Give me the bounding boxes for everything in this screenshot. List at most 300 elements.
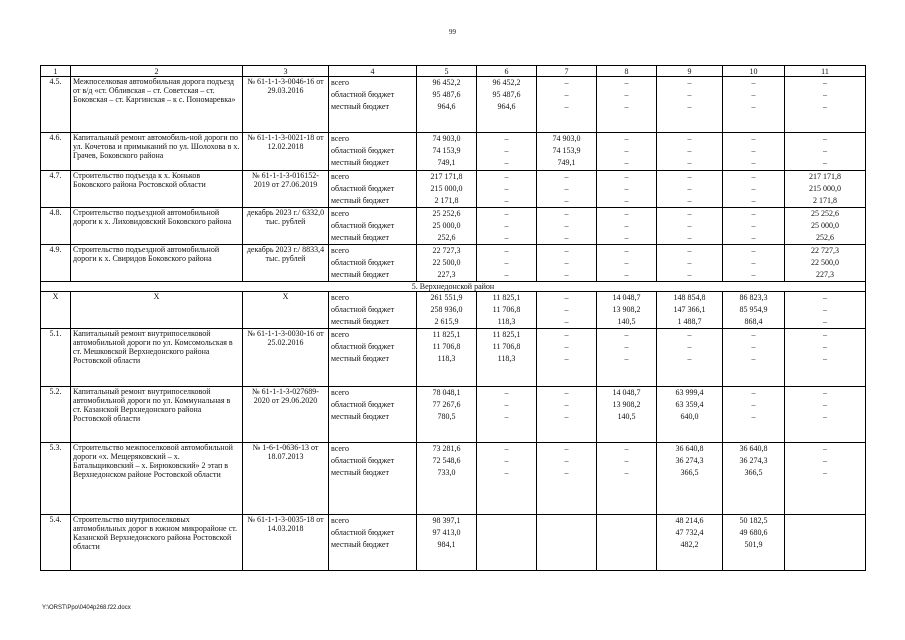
- amount-value: –: [564, 305, 569, 314]
- amount-value: –: [823, 444, 827, 453]
- amount-value: 749,1: [557, 158, 576, 167]
- amount-value: –: [687, 258, 692, 267]
- funding-label: областной бюджет: [331, 456, 395, 465]
- column-header-2: 2: [71, 66, 243, 77]
- project-row: [41, 443, 866, 515]
- amount-value: –: [751, 196, 756, 205]
- amount-value: –: [751, 221, 756, 230]
- amount-value: –: [823, 305, 827, 314]
- column-header-1: 1: [41, 66, 71, 77]
- funding-source: [329, 77, 417, 133]
- amount-value: –: [624, 134, 629, 143]
- amount-cell: [785, 292, 866, 329]
- project-row: [41, 208, 866, 245]
- amount-value: –: [504, 134, 509, 143]
- amount-value: 11 825,1: [432, 330, 461, 339]
- funding-label: местный бюджет: [331, 468, 389, 477]
- header-row: [41, 66, 866, 77]
- amount-value: –: [504, 233, 509, 242]
- funding-label: всего: [331, 246, 350, 255]
- amount-cell: [785, 77, 866, 133]
- project-row: [41, 171, 866, 208]
- amount-value: 36 274,3: [739, 456, 768, 465]
- funding-label: всего: [331, 388, 350, 397]
- amount-cell: [597, 77, 657, 133]
- amount-value: 22 727,3: [811, 246, 839, 255]
- project-name: Капитальный ремонт внутрипоселковой автомобильной дороги по ул. Комсомольская в ст. Мешковской Верхнедонского района Ростовской области: [71, 329, 243, 387]
- amount-cell: [537, 77, 597, 133]
- amount-value: –: [687, 233, 692, 242]
- amount-value: –: [624, 342, 629, 351]
- amount-value: 73 281,6: [432, 444, 461, 453]
- amount-value: –: [687, 221, 692, 230]
- amount-cell: [657, 208, 723, 245]
- amount-value: –: [624, 172, 629, 181]
- amount-value: –: [751, 412, 756, 421]
- amount-value: –: [564, 468, 569, 477]
- amount-value: –: [624, 270, 629, 279]
- amount-cell: [417, 329, 477, 387]
- project-name: Строительство внутрипоселковых автомобильных дорог в южном микрорайоне ст. Казанской Верхнедонского района Ростовской области: [71, 515, 243, 571]
- amount-value: –: [823, 456, 827, 465]
- row-number: 5.3.: [41, 443, 71, 515]
- amount-value: 25 252,6: [432, 209, 461, 218]
- amount-value: –: [751, 102, 756, 111]
- amount-value: –: [687, 172, 692, 181]
- amount-cell: [537, 133, 597, 171]
- amount-cell: [657, 515, 723, 571]
- amount-value: 78 048,1: [432, 388, 461, 397]
- amount-value: –: [687, 342, 692, 351]
- amount-value: –: [751, 330, 756, 339]
- amount-value: –: [823, 102, 827, 111]
- amount-value: –: [624, 146, 629, 155]
- amount-cell: [657, 77, 723, 133]
- amount-cell: [477, 515, 537, 571]
- amount-value: 2 171,8: [434, 196, 459, 205]
- amount-value: –: [624, 468, 629, 477]
- amount-cell: [477, 171, 537, 208]
- amount-cell: [723, 329, 785, 387]
- amount-value: 36 640,8: [675, 444, 704, 453]
- funding-label: местный бюджет: [331, 102, 389, 111]
- amount-cell: [537, 208, 597, 245]
- amount-value: –: [751, 233, 756, 242]
- funding-label: областной бюджет: [331, 221, 395, 230]
- amount-cell: [723, 133, 785, 171]
- amount-value: –: [504, 444, 509, 453]
- funding-label: областной бюджет: [331, 528, 395, 537]
- amount-value: –: [687, 78, 692, 87]
- column-header-7: 7: [537, 66, 597, 77]
- funding-label: местный бюджет: [331, 270, 389, 279]
- amount-value: –: [751, 172, 756, 181]
- amount-cell: [723, 77, 785, 133]
- amount-value: [787, 515, 863, 527]
- amount-value: –: [564, 209, 569, 218]
- document-ref: № 61-1-1-3-0046-16 от 29.03.2016: [243, 77, 329, 133]
- amount-value: 984,1: [437, 540, 456, 549]
- funding-label: областной бюджет: [331, 305, 395, 314]
- amount-value: [479, 527, 534, 539]
- amount-value: 482,2: [680, 540, 699, 549]
- amount-cell: [723, 208, 785, 245]
- amount-value: –: [687, 270, 692, 279]
- amount-value: –: [751, 246, 756, 255]
- project-row: [41, 387, 866, 443]
- amount-cell: [537, 443, 597, 515]
- amount-cell: [537, 292, 597, 329]
- amount-value: –: [624, 196, 629, 205]
- row-number: 4.5.: [41, 77, 71, 133]
- amount-value: 25 252,6: [811, 209, 839, 218]
- amount-value: 77 267,6: [432, 400, 461, 409]
- amount-value: 366,5: [744, 468, 763, 477]
- amount-cell: [537, 515, 597, 571]
- amount-value: 1 488,7: [677, 317, 702, 326]
- amount-value: –: [564, 233, 569, 242]
- document-ref: № 61-1-1-3-016152-2019 от 27.06.2019: [243, 171, 329, 208]
- amount-value: –: [564, 342, 569, 351]
- amount-value: –: [504, 196, 509, 205]
- amount-cell: [657, 387, 723, 443]
- amount-value: [539, 515, 594, 527]
- amount-value: 11 825,1: [492, 330, 521, 339]
- amount-cell: [597, 133, 657, 171]
- amount-cell: [597, 171, 657, 208]
- amount-value: –: [624, 456, 629, 465]
- amount-value: –: [751, 90, 756, 99]
- amount-value: 48 214,6: [675, 516, 704, 525]
- amount-cell: [785, 245, 866, 282]
- amount-value: –: [564, 172, 569, 181]
- amount-cell: [417, 133, 477, 171]
- amount-value: 215 000,0: [430, 184, 463, 193]
- amount-value: –: [564, 102, 569, 111]
- amount-value: –: [751, 270, 756, 279]
- amount-value: –: [751, 78, 756, 87]
- amount-value: [539, 539, 594, 551]
- amount-cell: [477, 292, 537, 329]
- amount-value: 97 413,0: [432, 528, 461, 537]
- funding-label: местный бюджет: [331, 354, 389, 363]
- project-name: Строительство подъездной автомобильной дороги к х. Лиховидовский Боковского района: [71, 208, 243, 245]
- amount-value: 47 732,4: [675, 528, 704, 537]
- amount-value: 11 825,1: [492, 293, 521, 302]
- document-ref: декабрь 2023 г./ 6332,0 тыс. рублей: [243, 208, 329, 245]
- amount-value: 118,3: [437, 354, 456, 363]
- amount-value: 86 823,3: [739, 293, 768, 302]
- amount-value: 261 551,9: [430, 293, 463, 302]
- amount-value: –: [624, 354, 629, 363]
- funding-source: [329, 387, 417, 443]
- amount-value: –: [751, 158, 756, 167]
- amount-value: 96 452,2: [432, 78, 461, 87]
- amount-value: –: [504, 468, 509, 477]
- amount-value: 217 171,8: [809, 172, 841, 181]
- amount-value: –: [823, 330, 827, 339]
- amount-cell: [417, 515, 477, 571]
- amount-value: –: [823, 78, 827, 87]
- amount-value: –: [564, 258, 569, 267]
- amount-value: –: [823, 388, 827, 397]
- amount-value: –: [751, 342, 756, 351]
- row-number: 4.8.: [41, 208, 71, 245]
- amount-cell: [477, 77, 537, 133]
- amount-value: –: [687, 209, 692, 218]
- amount-value: –: [504, 388, 509, 397]
- amount-cell: [657, 329, 723, 387]
- column-header-3: 3: [243, 66, 329, 77]
- funding-label: местный бюджет: [331, 317, 389, 326]
- amount-cell: [597, 387, 657, 443]
- amount-value: –: [823, 317, 827, 326]
- amount-value: –: [751, 209, 756, 218]
- amount-cell: [417, 171, 477, 208]
- amount-value: 118,3: [497, 354, 516, 363]
- amount-value: –: [504, 412, 509, 421]
- amount-value: –: [624, 444, 629, 453]
- amount-value: 868,4: [744, 317, 763, 326]
- amount-value: –: [751, 388, 756, 397]
- project-row: [41, 77, 866, 133]
- amount-cell: [657, 245, 723, 282]
- amount-value: –: [504, 270, 509, 279]
- row-number: Х: [41, 292, 71, 329]
- budget-table: [40, 65, 866, 571]
- amount-value: 74 903,0: [432, 134, 461, 143]
- amount-cell: [723, 443, 785, 515]
- funding-source: [329, 171, 417, 208]
- amount-value: [599, 539, 654, 551]
- funding-label: всего: [331, 330, 350, 339]
- amount-value: [479, 539, 534, 551]
- amount-cell: [417, 208, 477, 245]
- amount-value: –: [564, 456, 569, 465]
- row-number: 4.6.: [41, 133, 71, 171]
- amount-value: –: [564, 412, 569, 421]
- amount-value: –: [823, 468, 827, 477]
- document-ref: № 61-1-1-3-027689-2020 от 29.06.2020: [243, 387, 329, 443]
- project-row: [41, 329, 866, 387]
- amount-value: [787, 527, 863, 539]
- amount-cell: [417, 387, 477, 443]
- amount-value: 36 274,3: [675, 456, 704, 465]
- funding-label: местный бюджет: [331, 540, 389, 549]
- project-row: [41, 515, 866, 571]
- funding-source: [329, 329, 417, 387]
- funding-label: областной бюджет: [331, 184, 395, 193]
- column-header-8: 8: [597, 66, 657, 77]
- amount-value: –: [751, 146, 756, 155]
- funding-label: всего: [331, 516, 350, 525]
- amount-value: 63 999,4: [675, 388, 704, 397]
- amount-value: –: [823, 293, 827, 302]
- row-number: 5.4.: [41, 515, 71, 571]
- amount-value: –: [564, 400, 569, 409]
- amount-cell: [657, 133, 723, 171]
- project-name: Строительство межпоселковой автомобильной дороги «х. Мещеряковский – х. Батальщиковский – х. Бирюковский» 2 этап в Верхнедонском районе Ростовской области: [71, 443, 243, 515]
- amount-value: –: [564, 293, 569, 302]
- funding-source: [329, 515, 417, 571]
- amount-value: [479, 515, 534, 527]
- amount-value: 227,3: [816, 270, 834, 279]
- project-name: Капитальный ремонт внутрипоселковой автомобильной дороги по ул. Коммунальная в ст. Казанской Верхнедонского района Ростовской области: [71, 387, 243, 443]
- amount-cell: [723, 245, 785, 282]
- funding-label: областной бюджет: [331, 342, 395, 351]
- project-name: Межпоселковая автомобильная дорога подъезд от в/д «ст. Обливская – ст. Советская – ст. Боковская – ст. Каргинская – к с. Пономаревка»: [71, 77, 243, 133]
- amount-value: –: [624, 90, 629, 99]
- amount-value: 95 487,6: [432, 90, 461, 99]
- funding-label: всего: [331, 134, 350, 143]
- project-name: Х: [71, 292, 243, 329]
- funding-label: всего: [331, 293, 350, 302]
- row-number: 5.2.: [41, 387, 71, 443]
- amount-cell: [785, 387, 866, 443]
- amount-value: –: [624, 246, 629, 255]
- amount-value: 50 182,5: [739, 516, 768, 525]
- amount-value: –: [504, 158, 509, 167]
- amount-value: –: [687, 196, 692, 205]
- amount-value: 964,6: [437, 102, 456, 111]
- amount-value: –: [504, 456, 509, 465]
- amount-cell: [417, 292, 477, 329]
- amount-value: –: [564, 330, 569, 339]
- amount-value: –: [751, 184, 756, 193]
- amount-value: 74 153,9: [552, 146, 581, 155]
- amount-cell: [597, 515, 657, 571]
- amount-value: –: [687, 330, 692, 339]
- document-ref: Х: [243, 292, 329, 329]
- amount-cell: [723, 171, 785, 208]
- amount-value: 85 954,9: [739, 305, 768, 314]
- amount-value: –: [624, 209, 629, 218]
- amount-value: [599, 527, 654, 539]
- funding-source: [329, 208, 417, 245]
- amount-value: 13 908,2: [612, 305, 641, 314]
- amount-cell: [785, 171, 866, 208]
- project-row: [41, 133, 866, 171]
- amount-value: 13 908,2: [612, 400, 641, 409]
- document-ref: № 61-1-1-3-0021-18 от 12.02.2018: [243, 133, 329, 171]
- footer-path: Y:\ORST\Ppo\0404p268.f22.docx: [42, 605, 131, 611]
- row-number: 4.7.: [41, 171, 71, 208]
- funding-label: всего: [331, 209, 350, 218]
- column-header-10: 10: [723, 66, 785, 77]
- amount-value: 72 548,6: [432, 456, 461, 465]
- funding-label: областной бюджет: [331, 400, 395, 409]
- section-row: [41, 282, 866, 292]
- amount-value: –: [624, 78, 629, 87]
- amount-value: –: [687, 90, 692, 99]
- amount-cell: [417, 245, 477, 282]
- project-name: Капитальный ремонт автомобиль-ной дороги по ул. Кочетова и примыканий по ул. Шолохова в х. Грачев, Боковского района: [71, 133, 243, 171]
- funding-source: [329, 292, 417, 329]
- amount-value: –: [823, 400, 827, 409]
- amount-value: 147 366,1: [673, 305, 706, 314]
- amount-value: –: [751, 400, 756, 409]
- amount-value: [787, 539, 863, 551]
- amount-value: –: [751, 134, 756, 143]
- amount-value: 366,5: [680, 468, 699, 477]
- amount-value: 63 359,4: [675, 400, 704, 409]
- amount-cell: [723, 292, 785, 329]
- funding-label: всего: [331, 172, 350, 181]
- amount-value: –: [687, 102, 692, 111]
- project-name: Строительство подъездной автомобильной дороги к х. Свиридов Боковского района: [71, 245, 243, 282]
- amount-cell: [657, 443, 723, 515]
- amount-value: 11 706,8: [492, 342, 521, 351]
- amount-cell: [477, 133, 537, 171]
- amount-value: –: [564, 221, 569, 230]
- amount-value: –: [504, 246, 509, 255]
- section-title: 5. Верхнедонской район: [41, 282, 866, 292]
- amount-cell: [723, 515, 785, 571]
- amount-cell: [537, 171, 597, 208]
- amount-cell: [657, 171, 723, 208]
- amount-cell: [597, 443, 657, 515]
- amount-value: 2 615,9: [434, 317, 459, 326]
- amount-cell: [477, 329, 537, 387]
- amount-value: 36 640,8: [739, 444, 768, 453]
- document-ref: декабрь 2023 г./ 8833,4 тыс. рублей: [243, 245, 329, 282]
- column-header-11: 11: [785, 66, 866, 77]
- amount-value: –: [564, 444, 569, 453]
- amount-value: 749,1: [437, 158, 456, 167]
- amount-value: –: [564, 246, 569, 255]
- amount-value: 14 048,7: [612, 293, 641, 302]
- funding-label: областной бюджет: [331, 146, 395, 155]
- amount-value: 780,5: [437, 412, 456, 421]
- amount-value: –: [687, 134, 692, 143]
- amount-value: –: [564, 317, 569, 326]
- amount-value: –: [564, 90, 569, 99]
- amount-cell: [417, 77, 477, 133]
- amount-value: 14 048,7: [612, 388, 641, 397]
- amount-cell: [477, 387, 537, 443]
- amount-value: 258 936,0: [430, 305, 463, 314]
- amount-value: 148 854,8: [673, 293, 706, 302]
- column-header-6: 6: [477, 66, 537, 77]
- amount-value: 140,5: [617, 317, 636, 326]
- amount-value: 74 153,9: [432, 146, 461, 155]
- amount-value: –: [687, 246, 692, 255]
- amount-value: 227,3: [437, 270, 456, 279]
- amount-value: –: [504, 146, 509, 155]
- amount-value: 22 727,3: [432, 246, 461, 255]
- column-header-9: 9: [657, 66, 723, 77]
- amount-cell: [537, 387, 597, 443]
- amount-value: –: [823, 412, 827, 421]
- amount-value: –: [564, 270, 569, 279]
- amount-cell: [597, 208, 657, 245]
- funding-source: [329, 245, 417, 282]
- amount-value: –: [504, 258, 509, 267]
- row-number: 4.9.: [41, 245, 71, 282]
- amount-value: 74 903,0: [552, 134, 581, 143]
- amount-value: 501,9: [744, 540, 763, 549]
- amount-value: 96 452,2: [492, 78, 521, 87]
- amount-cell: [477, 208, 537, 245]
- amount-cell: [477, 443, 537, 515]
- amount-cell: [785, 443, 866, 515]
- amount-value: –: [823, 354, 827, 363]
- amount-value: –: [751, 258, 756, 267]
- column-header-5: 5: [417, 66, 477, 77]
- amount-value: –: [687, 354, 692, 363]
- amount-cell: [537, 329, 597, 387]
- amount-value: –: [564, 78, 569, 87]
